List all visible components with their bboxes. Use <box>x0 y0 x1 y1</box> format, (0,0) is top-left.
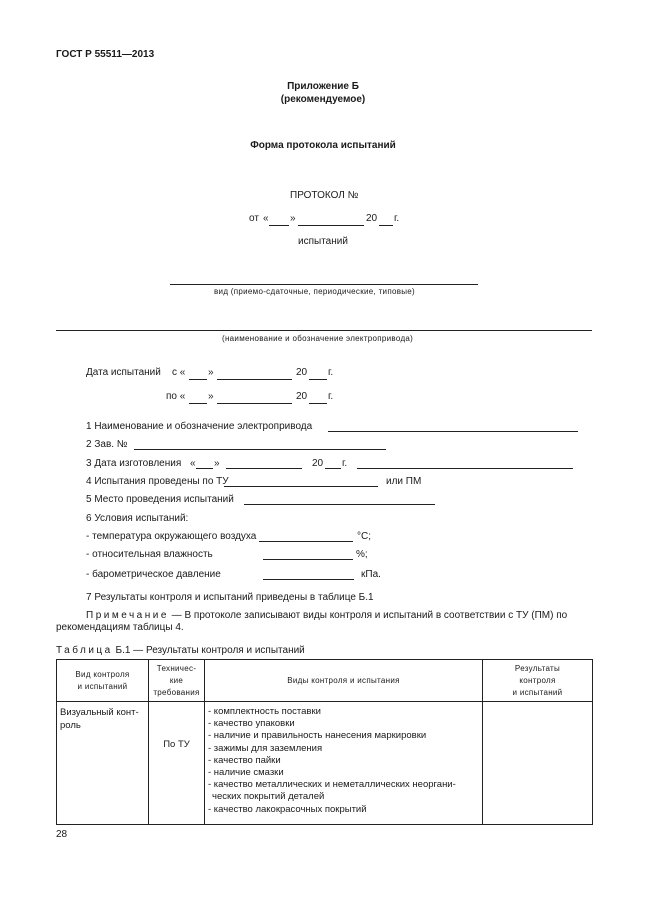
page-number: 28 <box>56 829 68 840</box>
item-3-month-blank <box>226 468 302 469</box>
check-item: - комплектность поставки <box>208 706 321 717</box>
header-requirements-line-1: Техничес- <box>156 663 197 673</box>
header-results-line-1: Результаты <box>514 663 561 673</box>
item-4-label: 4 Испытания проведены по ТУ <box>86 476 229 487</box>
table-row <box>57 702 593 825</box>
item-1-blank <box>328 431 578 432</box>
protocol-month-blank <box>298 225 364 226</box>
test-date-from-year: 20 <box>296 367 308 378</box>
check-item: - качество лакокрасочных покрытий <box>208 803 367 815</box>
protocol-kind-caption: вид (приемо-сдаточные, периодические, типовые) <box>214 287 416 296</box>
protocol-drive-line <box>56 330 592 331</box>
note-dash: — <box>171 610 182 621</box>
item-4-or-pm: или ПМ <box>386 476 422 487</box>
condition-temperature-unit: °С; <box>357 531 371 542</box>
protocol-day-blank <box>269 225 289 226</box>
header-test-type-line-2: и испытаний <box>77 681 128 691</box>
note-text-1: В протоколе записывают виды контроля и испытаний в соответствии с ТУ (ПМ) по <box>184 610 568 621</box>
check-item: - качество упаковки <box>208 718 295 730</box>
item-2-label: 2 Зав. № <box>86 439 128 450</box>
condition-temperature-label: - температура окружающего воздуха <box>86 531 257 542</box>
condition-pressure-blank <box>263 579 354 580</box>
protocol-year-suffix: г. <box>394 213 400 224</box>
test-date-from: с « <box>172 367 186 378</box>
check-item: - зажимы для заземления <box>208 742 323 754</box>
protocol-year-blank <box>379 225 393 226</box>
test-date-from-year-suffix: г. <box>328 367 334 378</box>
item-3-year-blank <box>325 468 341 469</box>
cell-requirements <box>149 702 205 825</box>
item-7-label: 7 Результаты контроля и испытаний приведены в таблице Б.1 <box>86 592 374 603</box>
test-date-to-year-blank <box>309 403 327 404</box>
appendix-subtitle: (рекомендуемое) <box>280 94 366 105</box>
condition-humidity-label: - относительная влажность <box>86 549 213 560</box>
header-requirements-line-3: требования <box>153 687 200 697</box>
table-caption-label: Таблица <box>56 645 113 656</box>
item-6-label: 6 Условия испытаний: <box>86 513 189 524</box>
item-3-close: » <box>214 458 220 469</box>
table-header-row <box>57 660 593 702</box>
header-checks: Виды контроля и испытания <box>205 660 483 702</box>
header-requirements <box>149 660 205 702</box>
condition-pressure-unit: кПа. <box>361 569 381 580</box>
test-date-from-month-blank <box>217 379 292 380</box>
protocol-drive-caption: (наименование и обозначение электропривода) <box>222 334 414 343</box>
check-item: - наличие и правильность нанесения маркировки <box>208 730 427 742</box>
item-3-open: « <box>190 458 196 469</box>
test-date-to-year: 20 <box>296 391 308 402</box>
header-results-line-3: и испытаний <box>512 687 563 697</box>
check-item: - наличие смазки <box>208 767 284 779</box>
note-line-1 <box>86 610 567 621</box>
header-results <box>483 660 593 702</box>
results-table <box>56 659 593 825</box>
note-line-2: рекомендациям таблицы 4. <box>56 622 184 633</box>
check-item: - качество металлических и неметаллических неоргани- <box>208 779 456 791</box>
test-date-from-day-blank <box>189 379 207 380</box>
condition-temperature-blank <box>259 541 353 542</box>
test-date-from-year-blank <box>309 379 327 380</box>
standard-header: ГОСТ Р 55511—2013 <box>56 49 155 60</box>
table-caption-text: Б.1 — Результаты контроля и испытаний <box>115 645 305 656</box>
cell-test-type-line-1: Визуальный конт- <box>60 707 139 718</box>
form-title: Форма протокола испытаний <box>250 140 396 151</box>
test-date-to-month-blank <box>217 403 292 404</box>
appendix-title: Приложение Б <box>287 81 359 92</box>
protocol-date-from: от <box>249 213 259 224</box>
item-3-day-blank <box>196 468 213 469</box>
check-item: - качество пайки <box>208 754 281 766</box>
item-1-label: 1 Наименование и обозначение электропривода <box>86 421 313 432</box>
cell-results <box>483 702 593 825</box>
cell-test-type-line-2: роль <box>60 719 81 731</box>
test-date-to-year-suffix: г. <box>328 391 334 402</box>
condition-pressure-label: - барометрическое давление <box>86 569 221 580</box>
protocol-date-close: » <box>290 213 296 224</box>
condition-humidity-unit: %; <box>356 549 368 560</box>
condition-humidity-blank <box>263 559 353 560</box>
test-date-to-day-blank <box>189 403 207 404</box>
header-requirements-line-2: кие <box>169 675 184 685</box>
protocol-number-label: ПРОТОКОЛ № <box>290 190 359 201</box>
item-5-blank <box>244 504 435 505</box>
item-3-label: 3 Дата изготовления <box>86 458 182 469</box>
protocol-kind-line <box>170 284 478 285</box>
header-results-line-2: контроля <box>519 675 556 685</box>
item-5-label: 5 Место проведения испытаний <box>86 494 234 505</box>
header-test-type <box>57 660 149 702</box>
test-date-label: Дата испытаний <box>86 367 161 378</box>
protocol-tests-word: испытаний <box>298 236 348 247</box>
cell-requirements-text: По ТУ <box>163 739 190 750</box>
header-test-type-line-1: Вид контроля <box>75 669 130 679</box>
item-2-blank <box>134 449 386 450</box>
test-date-to-close: » <box>208 391 214 402</box>
cell-checks <box>205 702 483 825</box>
note-label: Примечание <box>86 610 169 621</box>
protocol-date-open: « <box>263 213 269 224</box>
table-caption <box>56 645 305 656</box>
check-item: ческих покрытий деталей <box>212 791 325 803</box>
item-4-tu-blank <box>224 486 378 487</box>
item-3-year-suffix: г. <box>342 458 348 469</box>
item-3-extra-blank <box>357 468 573 469</box>
cell-test-type <box>57 702 149 825</box>
protocol-year-prefix: 20 <box>366 213 378 224</box>
test-date-to: по « <box>166 391 186 402</box>
item-3-year: 20 <box>312 458 324 469</box>
test-date-from-close: » <box>208 367 214 378</box>
